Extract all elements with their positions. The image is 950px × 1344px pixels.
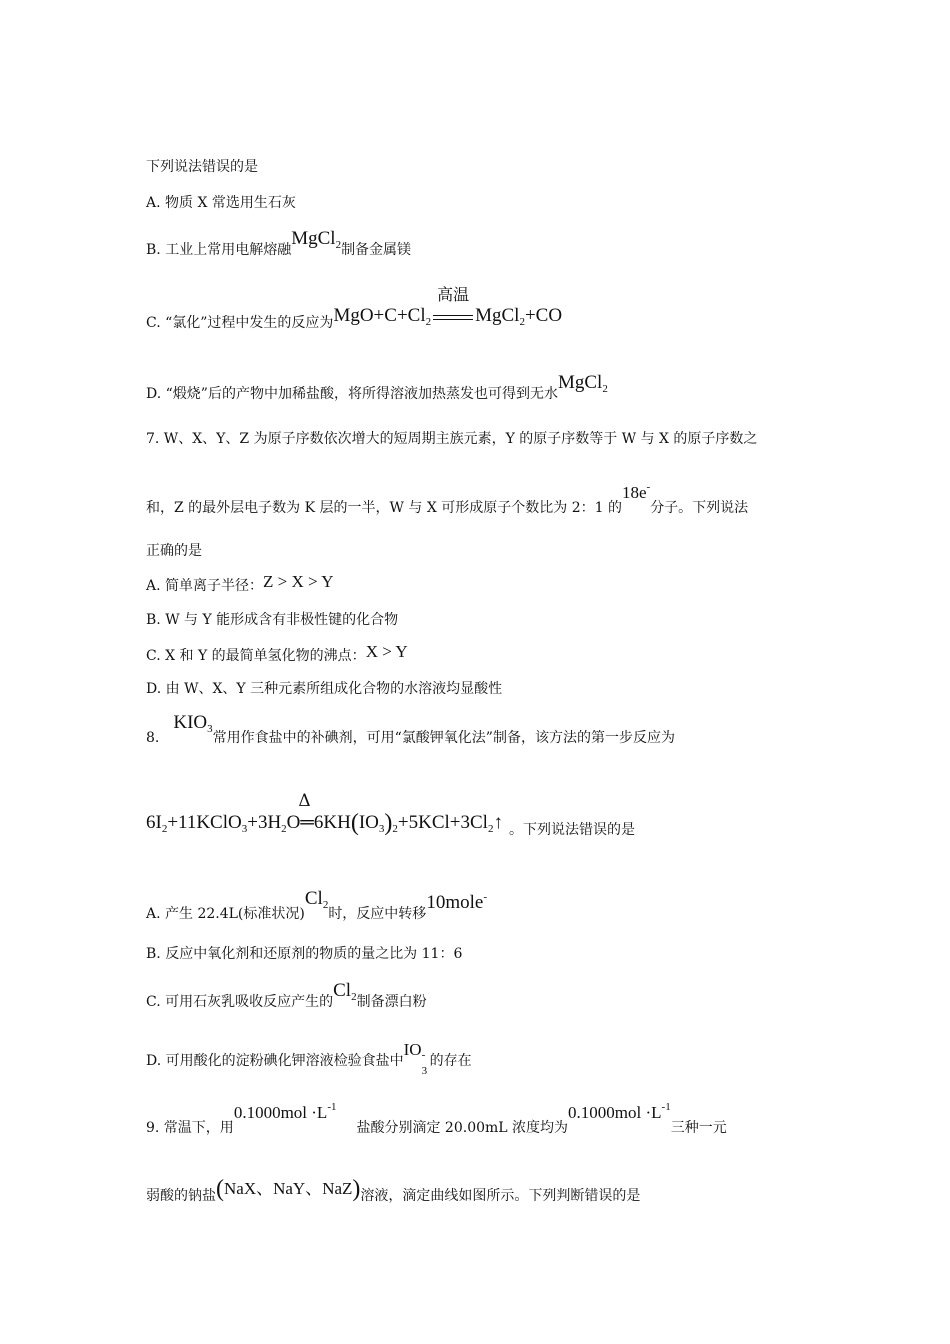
q8-option-c-prefix: C. 可用石灰乳吸收反应产生的: [146, 994, 334, 1010]
q7-option-c-formula: X > Y: [365, 642, 408, 661]
q6-option-b-formula: MgCl$_2$: [291, 228, 342, 251]
q8-option-d: [146, 1040, 472, 1077]
q7-line-1: 7. W、X、Y、Z 为原子序数依次增大的短周期主族元素，Y 的原子序数等于 W 与 X 的原子序数之: [146, 431, 758, 447]
q8-equation-suffix: 。下列说法错误的是: [508, 822, 635, 838]
q6-stem: 下列说法错误的是: [146, 159, 258, 175]
q7-line-2-prefix: 和，Z 的最外层电子数为 K 层的一半，W 与 X 可形成原子个数比为 2：1 的: [146, 500, 622, 516]
q8-option-d-suffix: 的存在: [429, 1053, 472, 1069]
q9-line-1-middle: 盐酸分别滴定 20.00mL 浓度均为: [356, 1120, 569, 1136]
q9-salts: (NaX、NaY、NaZ): [216, 1176, 361, 1202]
q8-number: 8.: [146, 730, 160, 746]
q7-option-d: D. 由 W、X、Y 三种元素所组成化合物的水溶液均显酸性: [146, 681, 503, 697]
q6-reaction-condition: 高温: [433, 307, 473, 327]
q6-option-d-formula: MgCl$_2$: [557, 372, 608, 395]
q8-heat-condition: Δ ═: [298, 791, 314, 833]
q8-kio3-formula: $KIO_3$: [173, 712, 213, 735]
q7-line-2: [146, 481, 749, 518]
q8-option-a-prefix: A. 产生 22.4L(标准状况): [146, 906, 305, 922]
q8-equation: $6I_2+11KClO_3+3H_2O$ Δ $═6KH(IO_3)_2+5KCl+3Cl_2↑$: [146, 791, 503, 836]
q7-option-a-formula: Z > X > Y: [263, 572, 334, 591]
q8-option-c: [146, 980, 427, 1017]
q6-option-a: A. 物质 X 常选用生石灰: [146, 195, 296, 211]
q9-line-2-prefix: 弱酸的钠盐: [146, 1188, 216, 1204]
q8-line-1-text: 常用作食盐中的补碘剂，可用“氯酸钾氧化法”制备，该方法的第一步反应为: [212, 730, 675, 746]
q6-option-c-equation: $MgO+C+Cl_2$ 高温 MgCl$_2$+CO: [333, 285, 563, 328]
q8-option-a-middle: 时，反应中转移: [328, 906, 427, 922]
q8-option-d-prefix: D. 可用酸化的淀粉碘化钾溶液检验食盐中: [146, 1053, 404, 1069]
q7-line-2-suffix: 分子。下列说法: [650, 500, 749, 516]
q9-line-2-suffix: 溶液，滴定曲线如图所示。下列判断错误的是: [360, 1188, 641, 1204]
q9-concentration-2: $0.1000mol \cdot L^{-1}$: [568, 1101, 671, 1122]
q9-line-1-suffix: 三种一元: [670, 1120, 727, 1136]
q7-option-a-prefix: A. 简单离子半径：: [146, 578, 264, 594]
q8-equation-line: [146, 791, 635, 845]
q6-option-b: [146, 228, 412, 265]
q6-option-c-prefix: C. “氯化”过程中发生的反应为: [146, 315, 334, 331]
q9-line-1-prefix: 9. 常温下，用: [146, 1120, 234, 1136]
q6-option-b-prefix: B. 工业上常用电解熔融: [146, 242, 292, 258]
q8-option-a-cl2: $Cl_2$: [304, 888, 329, 911]
q7-option-c-prefix: C. X 和 Y 的最简单氢化物的沸点：: [146, 648, 366, 664]
q9-line-1: [146, 1101, 727, 1138]
q7-option-c: [146, 642, 408, 666]
q8-option-c-cl2: $Cl_2$: [333, 980, 357, 1003]
q6-option-c: [146, 285, 563, 338]
q8-option-b: B. 反应中氧化剂和还原剂的物质的量之比为 11：6: [146, 946, 463, 962]
q9-line-2: [146, 1176, 641, 1206]
q7-electron-formula: 18e-: [621, 481, 651, 502]
q8-option-d-iodate: IO - 3: [403, 1040, 428, 1077]
q8-option-a-electrons: 10mole-: [426, 891, 487, 913]
q7-option-a: [146, 572, 334, 596]
q8-option-c-suffix: 制备漂白粉: [356, 994, 427, 1010]
q7-option-b: B. W 与 Y 能形成含有非极性键的化合物: [146, 612, 399, 628]
q9-concentration-1: $0.1000mol \cdot L^{-1}$: [233, 1101, 337, 1122]
q6-option-d-prefix: D. “煅烧”后的产物中加稀盐酸，将所得溶液加热蒸发也可得到无水: [146, 386, 558, 402]
q7-line-3: 正确的是: [146, 543, 202, 559]
q6-option-b-suffix: 制备金属镁: [341, 242, 412, 258]
q8-option-a: [146, 888, 487, 929]
q6-option-d: [146, 372, 608, 409]
q8-line-1: [146, 712, 675, 753]
